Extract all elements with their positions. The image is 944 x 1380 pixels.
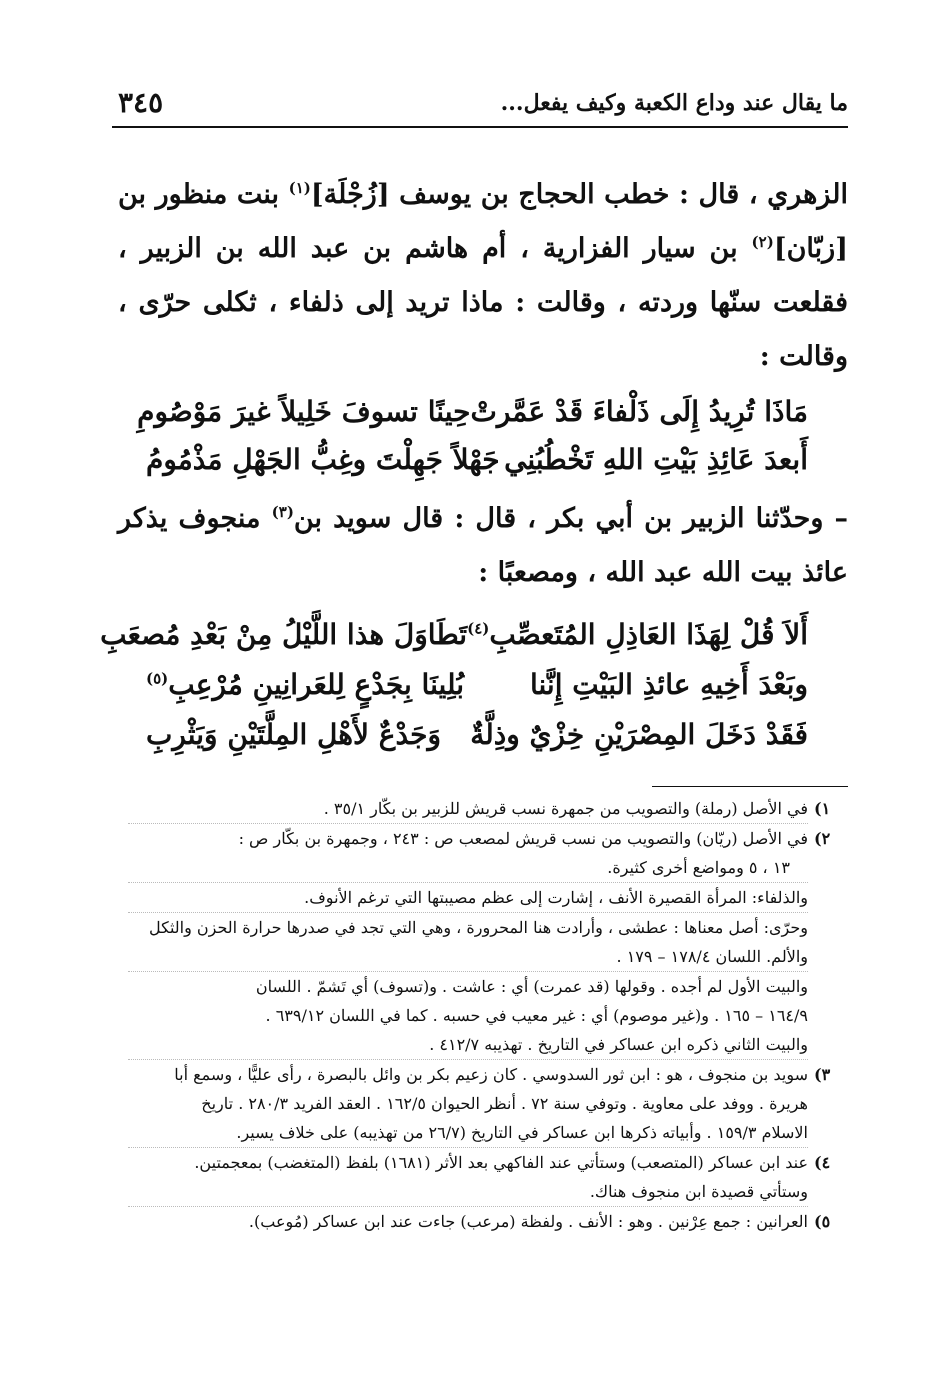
- hemistich-right: أَبعدَ عَائِذِ بَيْتِ اللهِ تَخْطُبُنِي: [504, 443, 808, 476]
- poem2-verse-1: [100, 610, 848, 660]
- hemistich-right: [467, 610, 808, 660]
- footnote-number: ٥): [814, 1212, 831, 1231]
- footnote-ref-3[interactable]: (٣): [271, 503, 294, 521]
- footnote-ref-2[interactable]: (٢): [751, 233, 774, 251]
- footnote-line: والذلفاء: المرأة القصيرة الأنف ، إشارت إلى عظم مصيبتها التي ترغم الأنوف.: [304, 888, 808, 907]
- hemistich-left: حِينًا تسوفَ خَلِيلاً غيرَ مَوْصُومِ: [137, 395, 471, 428]
- footnote-line: هريرة . ووفد على معاوية . وتوفي سنة ٧٢ . أنظر الحيوان ١٦٢/٥ . العقد الفريد ٢٨٠/٣ . تاريخ: [201, 1094, 808, 1113]
- hemistich-left: [146, 660, 464, 710]
- main-text: [100, 168, 848, 760]
- footnote-line: العرانين : جمع عِرْنين . وهو : الأنف . ولفظة (مرعب) جاءت عند ابن عساكر (مُوعب).: [248, 1212, 808, 1231]
- poem2-verse-2: [118, 660, 848, 710]
- running-title: ما يقال عند وداع الكعبة وكيف يفعل...: [500, 90, 848, 116]
- footnote-3: [128, 1060, 831, 1147]
- para2-part-c: عائذ بيت الله عبد الله ، ومصعبًا :: [478, 557, 848, 588]
- hemistich-left: وَجَدْعٌ لأَهْلِ المِلَّتَيْنِ وَيَثْرِبِ: [146, 718, 441, 751]
- footnote-number: ١): [814, 799, 831, 818]
- hemistich-left: تَطَاوَلَ هذا اللَّيْلُ مِنْ بَعْدِ مُصعَبِ: [100, 618, 468, 651]
- page-header: [112, 86, 848, 128]
- poem1-verse-2: [118, 436, 848, 484]
- hemistich-left: جَهْلاً جَهِلْتَ وغِبُّ الجَهْلِ مَذْمُومُ: [146, 443, 500, 476]
- hemistich-left-text: بُلِينَا بِجَدْعٍ لِلعَرانِينِ مُرْعِبِ: [168, 668, 465, 701]
- footnote-number: ٤): [814, 1153, 831, 1172]
- footnote-number: ٢): [814, 829, 831, 848]
- poem1-verse-1: [118, 388, 848, 436]
- footnote-ref-1[interactable]: (١): [288, 179, 311, 197]
- para2-part-b: منجوف يذكر: [118, 503, 261, 534]
- para1-line-4: بن سيار الفزارية ، أم هاشم بن عبد الله بن الزبير ، فقلعت سنّها: [118, 233, 848, 318]
- hemistich-right: فَقَدْ دَخَلَ المِصْرَيْنِ خِزْيٌ وذِلَّةٌ: [470, 718, 808, 751]
- footnote-line: والألم. اللسان ١٧٨/٤ – ١٧٩ .: [616, 947, 808, 966]
- paragraph-2: [118, 492, 848, 600]
- footnote-line: وستأتي قصيدة ابن منجوف هناك.: [589, 1182, 808, 1201]
- footnote-line: ١٦٤/٩ – ١٦٥ . و(غير موصوم) أي : غير معيب في حسبه . كما في اللسان ٦٣٩/١٢ .: [265, 1006, 808, 1025]
- para1-line-5: وردته ، وقالت : ماذا تريد إلى ذلفاء ، ثكلى حرّى ، وقالت :: [118, 287, 848, 372]
- para1-line-1: الزهري ، قال : خطب الحجاج بن يوسف [زُجْلَة]: [310, 179, 848, 210]
- footnote-5: [128, 1207, 831, 1236]
- footnote-line: في الأصل (ريّان) والتصويب من نسب قريش لمصعب ص : ٢٤٣ ، وجمهرة بن بكّار ص :: [238, 829, 808, 848]
- footnote-number: ٣): [814, 1065, 831, 1084]
- footnote-4: [128, 1148, 831, 1206]
- footnotes: [128, 794, 831, 1236]
- poem-2: [100, 610, 848, 760]
- footnote-rule: [652, 786, 848, 787]
- hemistich-right-text: أَلاَ قُلْ لِهَذَا العَاذِلِ المُتَعصِّبِ: [489, 618, 808, 651]
- footnote-line: الاسلام ١٥٩/٣ . وأبياته ذكرها ابن عساكر في التاريخ (٢٦/٧ من تهذيبه) على خلاف يسير.: [236, 1123, 808, 1142]
- hemistich-right: مَاذَا تُرِيدُ إِلَى ذَلْفاءَ قَدْ عَمَّرتْ: [470, 395, 808, 428]
- poem2-verse-3: [118, 710, 848, 760]
- para2-part-a: – وحدّثنا الزبير بن أبي بكر ، قال : قال سويد بن: [293, 503, 848, 534]
- footnote-ref-4[interactable]: (٤): [467, 619, 490, 638]
- footnote-line: والبيت الأول لم أجده . وقولها (قد عمرت) أي : عاشت . و(تسوف) أي تَشمّ . اللسان: [255, 977, 808, 996]
- para1-line-3: [زبّان]: [773, 233, 848, 264]
- footnote-ref-5[interactable]: (٥): [146, 669, 169, 688]
- footnote-line: سويد بن منجوف ، هو : ابن ثور السدوسي . كان زعيم بكر بن وائل بالبصرة ، رأى عليًّا ، وسمع أبا: [174, 1065, 808, 1084]
- footnote-1: [128, 794, 831, 823]
- footnote-line: عند ابن عساكر (المتصعب) وستأتي عند الفاكهي بعد الأثر (١٦٨١) بلفظ (المتغضب) بمعجمتين.: [194, 1153, 808, 1172]
- paragraph-1: [118, 168, 848, 384]
- footnote-line: ١٣ ، ٥ ومواضع أخرى كثيرة.: [607, 858, 790, 877]
- page-number: ٣٤٥: [118, 86, 164, 119]
- footnote-line: في الأصل (رملة) والتصويب من جمهرة نسب قريش للزبير بن بكّار ٣٥/١ .: [323, 799, 808, 818]
- poem-1: [118, 388, 848, 484]
- hemistich-right: وبَعْدَ أَخِيهِ عائذِ البَيْتِ إِنَّنا: [529, 668, 808, 701]
- footnote-2: [128, 824, 831, 1059]
- para1-line-2: بنت منظور بن: [118, 179, 280, 210]
- footnote-line: وحرّى: أصل معناها : عطشى ، وأرادت هنا المحرورة ، وهي التي تجد في صدرها حرارة الحزن والثكل: [148, 918, 808, 937]
- footnote-line: والبيت الثاني ذكره ابن عساكر في التاريخ . تهذيبه ٤١٢/٧ .: [429, 1035, 808, 1054]
